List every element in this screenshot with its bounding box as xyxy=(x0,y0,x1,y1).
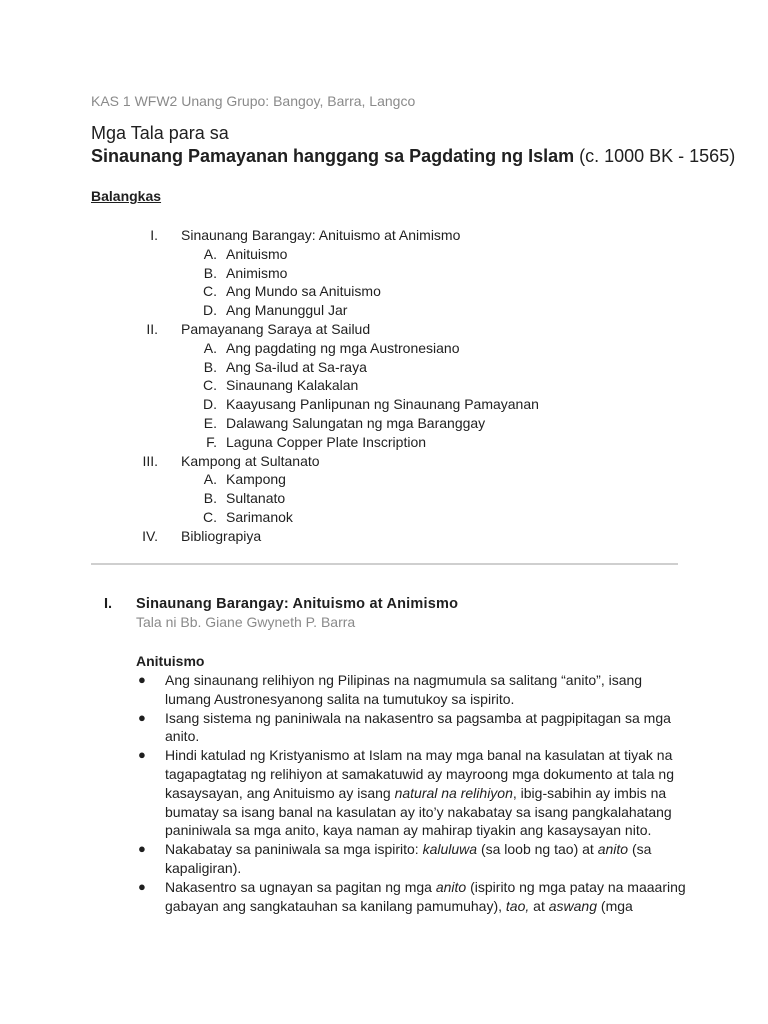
outline-item-label: Sinaunang Kalakalan xyxy=(226,377,359,394)
text-run: lumang Austronesyanong salita na tumutukoy sa ispirito. xyxy=(165,690,515,707)
bullet-dot-icon: ● xyxy=(138,747,146,763)
outline-item-number: III. xyxy=(142,452,158,469)
outline-item xyxy=(0,527,768,546)
text-run: kapaligiran). xyxy=(165,859,242,876)
outline-item-number: B. xyxy=(203,490,217,507)
outline-item-number: C. xyxy=(203,283,217,300)
outline-item xyxy=(0,320,768,339)
title-line-2 xyxy=(91,146,735,167)
bullet-text-line xyxy=(165,840,651,859)
italic-term: anito xyxy=(435,878,467,895)
outline-item-label: Sinaunang Barangay: Anituismo at Animismo xyxy=(181,227,461,243)
bullet-dot-icon: ● xyxy=(138,672,146,687)
outline-item-label: Sultanato xyxy=(226,490,286,507)
italic-term: anito xyxy=(597,841,629,858)
bullet-dot-icon: ● xyxy=(138,878,146,894)
outline-item-label: Sarimanok xyxy=(226,509,293,525)
outline-item xyxy=(0,282,768,301)
italic-term: kaluluwa xyxy=(422,841,478,858)
outline-item-number: IV. xyxy=(142,527,158,544)
outline-item-number: D. xyxy=(203,302,217,319)
title-main: Sinaunang Pamayanan hanggang sa Pagdating ng Islam xyxy=(91,146,575,166)
outline-heading: Balangkas xyxy=(91,188,162,204)
text-run: kasaysayan, ang Anituismo ay isang xyxy=(165,784,395,801)
section-number: I. xyxy=(104,596,113,612)
bullet-text-line xyxy=(165,821,651,840)
bullet-text-line xyxy=(165,859,241,878)
outline-item xyxy=(0,470,768,489)
outline-item xyxy=(0,489,768,508)
outline-item-number: B. xyxy=(203,264,217,281)
text-run: Hindi katulad ng Kristyanismo at Islam na may mga banal na kasulatan at tiyak na xyxy=(165,747,673,764)
text-run: bumatay sa isang banal na kasulatan ay ito’y nakabatay sa isang pangkalahatang xyxy=(165,803,672,820)
text-run: tagapagtatag ng relihiyon at samakatuwid ay mayroong mga dokumento at tala ng xyxy=(165,765,674,782)
text-run: anito. xyxy=(165,728,200,745)
text-run: at xyxy=(529,897,549,914)
outline-item xyxy=(0,245,768,264)
outline-item-number: I. xyxy=(150,227,158,243)
outline-item-number: B. xyxy=(203,358,217,375)
outline-item-label: Bibliograpiya xyxy=(181,527,262,544)
outline-item-number: II. xyxy=(146,321,158,337)
outline-item xyxy=(0,376,768,395)
text-run: paniniwala sa mga anito, kaya naman ay mahirap tiyakin ang kasaysayan nito. xyxy=(165,822,652,839)
text-run: (mga xyxy=(597,897,633,914)
outline-item xyxy=(0,339,768,358)
bullet-text-line xyxy=(165,690,514,709)
outline-item xyxy=(0,395,768,414)
outline-item-label: Pamayanang Saraya at Sailud xyxy=(181,321,371,337)
outline-item xyxy=(0,433,768,452)
text-run: Isang sistema ng paniniwala na nakasentro sa pagsamba at pagpipitagan sa mga xyxy=(165,709,671,726)
outline-item-label: Kampong xyxy=(226,471,286,488)
text-run: gabayan ang sangkatauhan sa kanilang pamumuhay), xyxy=(165,897,506,914)
subsection-heading: Anituismo xyxy=(136,653,205,669)
bullet-text-line xyxy=(165,709,671,728)
section-author: Tala ni Bb. Giane Gwyneth P. Barra xyxy=(136,614,356,630)
section-divider xyxy=(91,563,678,565)
outline-item-number: A. xyxy=(203,471,217,488)
text-run: Ang sinaunang relihiyon ng Pilipinas na nagmumula sa salitang “anito”, isang xyxy=(165,672,643,688)
bullet-dot-icon: ● xyxy=(138,841,146,857)
italic-term: natural na relihiyon xyxy=(394,784,513,801)
bullet-text-line xyxy=(165,878,686,897)
outline-item-label: Dalawang Salungatan ng mga Baranggay xyxy=(226,415,486,431)
text-run: Nakasentro sa ugnayan sa pagitan ng mga xyxy=(165,878,436,895)
bullet-text-line xyxy=(165,746,672,765)
outline-item xyxy=(0,358,768,377)
bullet-text-line xyxy=(165,727,199,746)
bullet-text-line xyxy=(165,765,674,784)
outline-item-number: C. xyxy=(203,509,217,525)
outline-item xyxy=(0,414,768,433)
outline-item-label: Laguna Copper Plate Inscription xyxy=(226,433,427,450)
outline-item-number: A. xyxy=(203,245,217,262)
outline-item-number: A. xyxy=(203,339,217,356)
outline-item-number: D. xyxy=(203,396,217,413)
bullet-dot-icon: ● xyxy=(138,709,146,725)
text-run: (sa xyxy=(628,841,652,858)
bullet-text-line xyxy=(165,897,633,916)
text-run: (ispirito ng mga patay na maaaring xyxy=(466,878,686,895)
course-group-line: KAS 1 WFW2 Unang Grupo: Bangoy, Barra, Langco xyxy=(91,93,416,109)
title-line-1: Mga Tala para sa xyxy=(91,123,229,143)
outline-item-label: Ang pagdating ng mga Austronesiano xyxy=(226,339,460,356)
italic-term: aswang xyxy=(548,897,598,914)
outline-item-number: C. xyxy=(203,377,217,394)
title-date-range: (c. 1000 BK - 1565) xyxy=(574,146,736,166)
outline-item xyxy=(0,301,768,320)
outline-item-label: Kampong at Sultanato xyxy=(181,452,320,469)
italic-term: tao, xyxy=(505,897,530,914)
section-title: Sinaunang Barangay: Anituismo at Animismo xyxy=(136,596,459,612)
text-run: (sa loob ng tao) at xyxy=(477,841,598,858)
outline-item-number: F. xyxy=(206,433,217,450)
text-run: Nakabatay sa paniniwala sa mga ispirito: xyxy=(165,841,423,858)
outline-item xyxy=(0,452,768,471)
outline-item-label: Ang Manunggul Jar xyxy=(226,302,348,319)
outline-item xyxy=(0,226,768,245)
outline-item-number: E. xyxy=(203,415,217,431)
bullet-text-line xyxy=(165,671,642,690)
bullet-text-line xyxy=(165,803,672,822)
outline-item-label: Anituismo xyxy=(226,245,288,262)
text-run: , ibig-sabihin ay imbis na xyxy=(512,784,667,801)
outline-item-label: Kaayusang Panlipunan ng Sinaunang Pamayanan xyxy=(226,396,539,413)
outline-item-label: Animismo xyxy=(226,264,288,281)
bullet-text-line xyxy=(165,784,666,803)
outline-item-label: Ang Sa-ilud at Sa-raya xyxy=(226,358,367,375)
outline-item xyxy=(0,508,768,527)
outline-item-label: Ang Mundo sa Anituismo xyxy=(226,283,381,300)
outline-item xyxy=(0,264,768,283)
